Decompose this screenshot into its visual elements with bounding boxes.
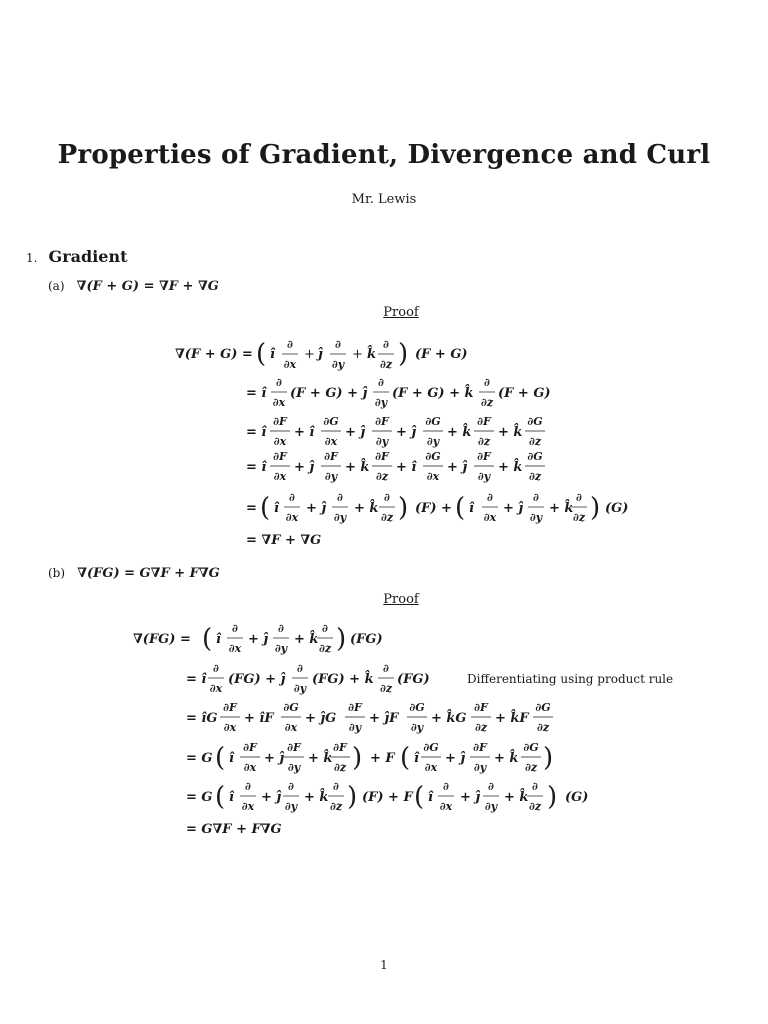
svg-text:(G): (G) (565, 790, 589, 805)
svg-text:): ) (352, 743, 363, 773)
svg-text:(FG) + ĵ: (FG) + ĵ (228, 672, 286, 687)
svg-text:= îG: = îG (186, 711, 218, 726)
svg-text:+ k̂: + k̂ (498, 425, 523, 440)
svg-text:): ) (398, 493, 409, 523)
svg-text:+ ĵF: + ĵF (369, 711, 399, 726)
svg-text:+ îF: + îF (244, 711, 274, 726)
svg-text:= î: = î (186, 672, 207, 687)
svg-text:î: î (216, 632, 221, 647)
svg-text:∂F: ∂F (474, 701, 488, 714)
svg-text:): ) (543, 743, 554, 773)
svg-text:î: î (270, 347, 275, 362)
svg-text:+ k̂: + k̂ (294, 632, 319, 647)
svg-text:∂: ∂ (532, 780, 538, 793)
page-title: Properties of Gradient, Divergence and Curl (57, 140, 711, 170)
svg-text:∂x: ∂x (439, 800, 453, 813)
svg-text:î: î (229, 751, 234, 766)
svg-text:+ ĵ: + ĵ (345, 425, 366, 440)
svg-text:∂z: ∂z (380, 511, 394, 524)
svg-text:+ k̂: + k̂ (447, 425, 472, 440)
svg-text:∂x: ∂x (283, 358, 297, 371)
svg-text:= î: = î (246, 425, 267, 440)
svg-text:∂F: ∂F (273, 450, 287, 463)
svg-text:∂: ∂ (335, 338, 341, 351)
svg-text:∂G: ∂G (527, 415, 543, 428)
svg-text:∂G: ∂G (425, 415, 441, 428)
svg-text:∂: ∂ (533, 491, 539, 504)
svg-text:∂: ∂ (287, 338, 293, 351)
svg-text:+ ĵ: + ĵ (445, 751, 466, 766)
svg-text:= ∇F + ∇G: = ∇F + ∇G (246, 533, 322, 548)
item-statement: ∇(FG) = G∇F + F∇G (77, 566, 220, 581)
svg-text:∂x: ∂x (209, 682, 223, 695)
svg-text:∂z: ∂z (379, 358, 393, 371)
svg-text:+ ĵ: + ĵ (460, 790, 481, 805)
svg-text:= î: = î (246, 386, 267, 401)
svg-text:(: ( (400, 743, 411, 773)
svg-text:∂x: ∂x (483, 511, 497, 524)
svg-text:∂: ∂ (276, 376, 282, 389)
svg-text:∂: ∂ (488, 780, 494, 793)
proof-label: Proof (383, 305, 419, 320)
svg-text:): ) (590, 493, 601, 523)
svg-text:∂: ∂ (487, 491, 493, 504)
svg-text:î: î (274, 501, 279, 516)
svg-text:∂z: ∂z (528, 800, 542, 813)
svg-text:∂x: ∂x (228, 642, 242, 655)
svg-text:): ) (347, 782, 358, 812)
svg-text:(: ( (215, 743, 226, 773)
svg-text:∂z: ∂z (536, 721, 550, 734)
svg-text:= G: = G (186, 790, 213, 805)
svg-text:∂y: ∂y (274, 642, 288, 655)
svg-text:+ k̂: + k̂ (549, 501, 574, 516)
svg-text:+ ĵ: + ĵ (503, 501, 524, 516)
svg-text:+ k̂: + k̂ (304, 790, 329, 805)
svg-text:∇(F + G) =: ∇(F + G) = (175, 347, 253, 362)
page-number: 1 (380, 958, 388, 972)
svg-text:∂z: ∂z (528, 470, 542, 483)
svg-text:+: + (352, 347, 363, 362)
svg-text:∂y: ∂y (287, 761, 301, 774)
svg-text:+ ĵG: + ĵG (305, 711, 337, 726)
svg-text:∂y: ∂y (374, 396, 388, 409)
svg-text:∂x: ∂x (424, 761, 438, 774)
svg-text:+ k̂: + k̂ (308, 751, 333, 766)
svg-text:∂x: ∂x (284, 721, 298, 734)
author: Mr. Lewis (351, 192, 417, 207)
svg-text:∂F: ∂F (324, 450, 338, 463)
svg-text:k̂: k̂ (367, 347, 377, 362)
svg-text:∂F: ∂F (348, 701, 362, 714)
svg-text:(F + G): (F + G) (498, 386, 551, 401)
svg-text:∇(FG) =: ∇(FG) = (133, 632, 191, 647)
svg-text:): ) (547, 782, 558, 812)
svg-text:∂y: ∂y (333, 511, 347, 524)
svg-text:î: î (229, 790, 234, 805)
svg-text:∂y: ∂y (375, 435, 389, 448)
svg-text:∂: ∂ (484, 376, 490, 389)
svg-text:∂z: ∂z (524, 761, 538, 774)
svg-text:(F + G) + k̂: (F + G) + k̂ (392, 386, 474, 401)
svg-text:∂y: ∂y (348, 721, 362, 734)
svg-text:+ k̂: + k̂ (354, 501, 379, 516)
svg-text:+ k̂: + k̂ (345, 460, 370, 475)
svg-text:∂: ∂ (288, 780, 294, 793)
section-name: Gradient (48, 247, 128, 266)
svg-text:∂G: ∂G (423, 741, 439, 754)
svg-text:+ k̂: + k̂ (498, 460, 523, 475)
svg-text:∂z: ∂z (333, 761, 347, 774)
svg-text:∂: ∂ (384, 491, 390, 504)
svg-text:(: ( (256, 339, 267, 369)
proof-a (175, 338, 628, 548)
svg-text:∂z: ∂z (379, 682, 393, 695)
svg-text:∂G: ∂G (323, 415, 339, 428)
svg-text:(F) +: (F) + (415, 501, 452, 516)
svg-text:∂F: ∂F (477, 415, 491, 428)
svg-text:+ ĵ: + ĵ (248, 632, 269, 647)
svg-text:î: î (469, 501, 474, 516)
svg-text:∂x: ∂x (285, 511, 299, 524)
svg-text:∂: ∂ (383, 338, 389, 351)
svg-text:∂: ∂ (245, 780, 251, 793)
svg-text:∂G: ∂G (409, 701, 425, 714)
svg-text:∂z: ∂z (528, 435, 542, 448)
svg-text:∂: ∂ (576, 491, 582, 504)
svg-text:∂y: ∂y (284, 800, 298, 813)
svg-text:∂F: ∂F (375, 415, 389, 428)
svg-text:∂y: ∂y (331, 358, 345, 371)
svg-text:∂G: ∂G (425, 450, 441, 463)
svg-text:+ ĵ: + ĵ (264, 751, 285, 766)
svg-text:+ ĵ: + ĵ (396, 425, 417, 440)
svg-text:+ î: + î (396, 460, 417, 475)
svg-text:(: ( (202, 624, 213, 654)
svg-text:∂: ∂ (232, 622, 238, 635)
svg-text:∂F: ∂F (477, 450, 491, 463)
proof-b (133, 622, 673, 837)
svg-text:∂x: ∂x (272, 396, 286, 409)
proof-label: Proof (383, 592, 419, 607)
svg-text:∂x: ∂x (241, 800, 255, 813)
svg-text:∂: ∂ (337, 491, 343, 504)
svg-text:∂x: ∂x (273, 470, 287, 483)
svg-text:∂: ∂ (378, 376, 384, 389)
svg-text:∂: ∂ (383, 662, 389, 675)
svg-text:∂y: ∂y (410, 721, 424, 734)
svg-text:∂x: ∂x (273, 435, 287, 448)
svg-text:+ ĵ: + ĵ (261, 790, 282, 805)
svg-text:∂G: ∂G (523, 741, 539, 754)
svg-text:∂z: ∂z (329, 800, 343, 813)
svg-text:∂z: ∂z (480, 396, 494, 409)
svg-text:+ ĵ: + ĵ (294, 460, 315, 475)
svg-text:(FG) + k̂: (FG) + k̂ (312, 672, 374, 687)
svg-text:∂G: ∂G (535, 701, 551, 714)
svg-text:+ k̂: + k̂ (504, 790, 529, 805)
svg-text:∂G: ∂G (283, 701, 299, 714)
svg-text:∂z: ∂z (572, 511, 586, 524)
svg-text:∂F: ∂F (287, 741, 301, 754)
svg-text:= G∇F + F∇G: = G∇F + F∇G (186, 822, 282, 837)
svg-text:(: ( (215, 782, 226, 812)
svg-text:∂y: ∂y (529, 511, 543, 524)
svg-text:∂y: ∂y (477, 470, 491, 483)
item-label: (b) (48, 566, 66, 580)
svg-text:): ) (398, 339, 409, 369)
svg-text:∂x: ∂x (426, 470, 440, 483)
svg-text:∂y: ∂y (473, 761, 487, 774)
svg-text:î: î (414, 751, 419, 766)
svg-text:∂: ∂ (278, 622, 284, 635)
proof-note: Differentiating using product rule (467, 672, 674, 686)
svg-text:∂y: ∂y (324, 470, 338, 483)
svg-text:∂F: ∂F (375, 450, 389, 463)
svg-text:∂: ∂ (443, 780, 449, 793)
svg-text:(F + G): (F + G) (415, 347, 468, 362)
svg-text:∂: ∂ (289, 491, 295, 504)
svg-text:+ ĵ: + ĵ (306, 501, 327, 516)
svg-text:∂x: ∂x (223, 721, 237, 734)
svg-text:∂: ∂ (333, 780, 339, 793)
svg-text:∂y: ∂y (484, 800, 498, 813)
svg-text:(FG): (FG) (350, 632, 383, 647)
svg-text:∂z: ∂z (474, 721, 488, 734)
svg-text:): ) (336, 624, 347, 654)
svg-text:∂: ∂ (297, 662, 303, 675)
svg-text:+: + (304, 347, 315, 362)
svg-text:∂F: ∂F (243, 741, 257, 754)
svg-text:(: ( (455, 493, 466, 523)
svg-text:+ k̂: + k̂ (494, 751, 519, 766)
svg-text:∂x: ∂x (324, 435, 338, 448)
svg-text:= î: = î (246, 460, 267, 475)
svg-text:(F + G) + ĵ: (F + G) + ĵ (290, 386, 368, 401)
svg-text:∂y: ∂y (293, 682, 307, 695)
section-number: 1. (26, 251, 38, 265)
svg-text:∂F: ∂F (223, 701, 237, 714)
svg-text:∂z: ∂z (477, 435, 491, 448)
item-label: (a) (48, 279, 65, 293)
svg-text:=: = (246, 501, 257, 516)
svg-text:∂z: ∂z (318, 642, 332, 655)
svg-text:+ ĵ: + ĵ (447, 460, 468, 475)
svg-text:∂x: ∂x (243, 761, 257, 774)
svg-text:∂z: ∂z (375, 470, 389, 483)
svg-text:+ k̂G: + k̂G (431, 711, 467, 726)
svg-text:= G: = G (186, 751, 213, 766)
svg-text:(F) + F: (F) + F (362, 790, 413, 805)
svg-text:(FG): (FG) (397, 672, 430, 687)
svg-text:(: ( (414, 782, 425, 812)
item-statement: ∇(F + G) = ∇F + ∇G (76, 279, 219, 294)
svg-text:ĵ: ĵ (318, 347, 323, 362)
svg-text:∂: ∂ (213, 662, 219, 675)
svg-text:(: ( (260, 493, 271, 523)
svg-text:∂F: ∂F (473, 741, 487, 754)
svg-text:î: î (428, 790, 433, 805)
svg-text:∂: ∂ (322, 622, 328, 635)
svg-text:+ F: + F (370, 751, 395, 766)
svg-text:∂F: ∂F (273, 415, 287, 428)
svg-text:∂G: ∂G (527, 450, 543, 463)
svg-text:∂F: ∂F (333, 741, 347, 754)
svg-text:+ k̂F: + k̂F (495, 711, 529, 726)
svg-text:(G): (G) (605, 501, 629, 516)
svg-text:∂y: ∂y (426, 435, 440, 448)
svg-text:+ î: + î (294, 425, 315, 440)
